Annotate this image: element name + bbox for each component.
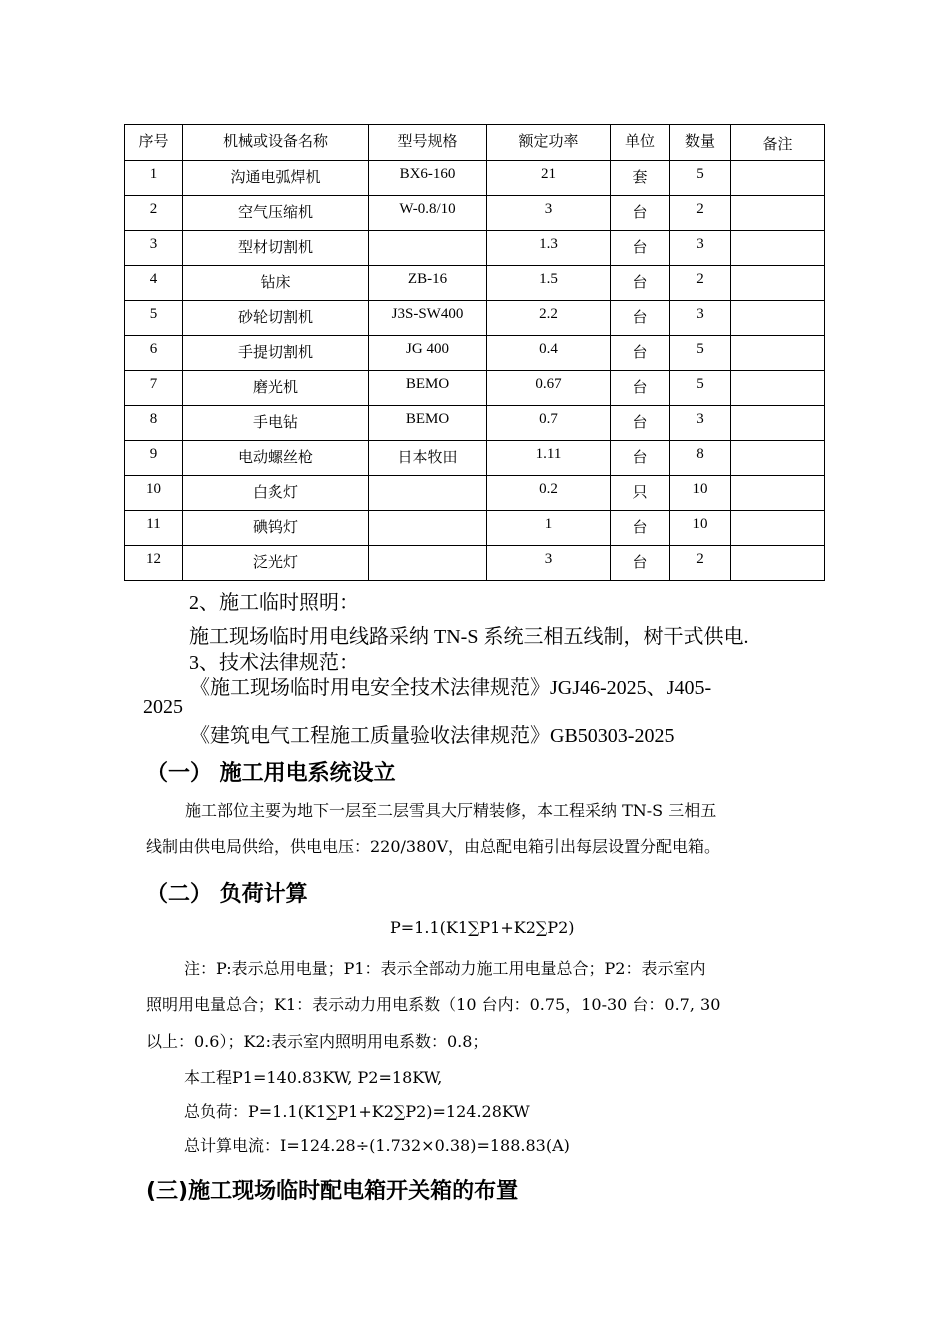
cell-model: BEMO [369, 371, 487, 406]
cell-rated-power: 3 [487, 196, 611, 231]
cell-rated-power: 21 [487, 161, 611, 196]
cell-equipment-name: 泛光灯 [183, 546, 369, 581]
table-row [125, 546, 825, 581]
table-row [125, 266, 825, 301]
cell-unit: 台 [611, 511, 670, 546]
header-remarks: 备注 [731, 125, 825, 161]
cell-quantity: 8 [670, 441, 731, 476]
cell-rated-power: 0.2 [487, 476, 611, 511]
cell-rated-power: 1.3 [487, 231, 611, 266]
cell-model [369, 546, 487, 581]
cell-unit: 只 [611, 476, 670, 511]
cell-remarks [731, 371, 825, 406]
cell-unit: 台 [611, 196, 670, 231]
cell-rated-power: 0.7 [487, 406, 611, 441]
lighting-body: 施工现场临时用电线路采纳 TN-S 系统三相五线制，树干式供电. [189, 626, 749, 648]
cell-equipment-name: 沟通电弧焊机 [183, 161, 369, 196]
cell-model: BEMO [369, 406, 487, 441]
section-1-title: （一） 施工用电系统设立 [146, 761, 396, 786]
cell-index: 3 [125, 231, 183, 266]
cell-quantity: 3 [670, 231, 731, 266]
cell-unit: 台 [611, 546, 670, 581]
cell-remarks [731, 336, 825, 371]
cell-index: 9 [125, 441, 183, 476]
cell-quantity: 5 [670, 371, 731, 406]
cell-equipment-name: 手提切割机 [183, 336, 369, 371]
cell-model: W-0.8/10 [369, 196, 487, 231]
cell-equipment-name: 型材切割机 [183, 231, 369, 266]
calc-line-1: 本工程P1=140.83KW, P2=18KW, [184, 1068, 443, 1087]
cell-quantity: 10 [670, 476, 731, 511]
cell-equipment-name: 白炙灯 [183, 476, 369, 511]
cell-quantity: 10 [670, 511, 731, 546]
cell-rated-power: 1.5 [487, 266, 611, 301]
cell-rated-power: 3 [487, 546, 611, 581]
table-row [125, 476, 825, 511]
cell-remarks [731, 476, 825, 511]
table-row [125, 371, 825, 406]
cell-remarks [731, 546, 825, 581]
cell-unit: 台 [611, 371, 670, 406]
cell-unit: 台 [611, 231, 670, 266]
table-body [125, 161, 825, 581]
cell-rated-power: 1 [487, 511, 611, 546]
equipment-table [124, 124, 825, 581]
cell-rated-power: 2.2 [487, 301, 611, 336]
cell-equipment-name: 磨光机 [183, 371, 369, 406]
cell-remarks [731, 161, 825, 196]
table-row [125, 301, 825, 336]
cell-quantity: 2 [670, 546, 731, 581]
cell-rated-power: 1.11 [487, 441, 611, 476]
cell-model [369, 511, 487, 546]
note-line-2: 照明用电量总合；K1：表示动力用电系数（10 台内：0.75，10-30 台：0.7, 30 [146, 995, 721, 1014]
cell-quantity: 3 [670, 406, 731, 441]
cell-unit: 台 [611, 266, 670, 301]
cell-remarks [731, 266, 825, 301]
note-line-1: 注：P:表示总用电量；P1：表示全部动力施工用电量总合；P2：表示室内 [184, 959, 706, 978]
cell-index: 6 [125, 336, 183, 371]
standard-1-year: 2025 [143, 696, 183, 718]
cell-equipment-name: 电动螺丝枪 [183, 441, 369, 476]
table-row [125, 511, 825, 546]
cell-model [369, 476, 487, 511]
header-model: 型号规格 [369, 125, 487, 161]
cell-rated-power: 0.67 [487, 371, 611, 406]
cell-index: 4 [125, 266, 183, 301]
header-unit: 单位 [611, 125, 670, 161]
standard-2: 《建筑电气工程施工质量验收法律规范》GB50303-2025 [190, 725, 675, 747]
cell-remarks [731, 441, 825, 476]
cell-quantity: 2 [670, 266, 731, 301]
standard-1: 《施工现场临时用电安全技术法律规范》JGJ46-2025、J405- [190, 677, 712, 699]
table-row [125, 161, 825, 196]
cell-index: 12 [125, 546, 183, 581]
table-row [125, 231, 825, 266]
header-rated-power: 额定功率 [487, 125, 611, 161]
standards-title: 3、技术法律规范： [189, 652, 359, 674]
cell-model: BX6-160 [369, 161, 487, 196]
cell-quantity: 2 [670, 196, 731, 231]
header-index: 序号 [125, 125, 183, 161]
cell-unit: 台 [611, 301, 670, 336]
cell-quantity: 3 [670, 301, 731, 336]
cell-index: 8 [125, 406, 183, 441]
cell-remarks [731, 231, 825, 266]
cell-unit: 套 [611, 161, 670, 196]
table-row [125, 196, 825, 231]
table-row [125, 406, 825, 441]
header-equipment-name: 机械或设备名称 [183, 125, 369, 161]
header-quantity: 数量 [670, 125, 731, 161]
cell-index: 7 [125, 371, 183, 406]
load-formula: P=1.1(K1∑P1+K2∑P2) [390, 918, 575, 937]
cell-remarks [731, 406, 825, 441]
cell-equipment-name: 空气压缩机 [183, 196, 369, 231]
cell-index: 2 [125, 196, 183, 231]
table-header-row [125, 125, 825, 161]
cell-equipment-name: 钻床 [183, 266, 369, 301]
cell-quantity: 5 [670, 161, 731, 196]
cell-model: ZB-16 [369, 266, 487, 301]
note-line-3: 以上：0.6）；K2:表示室内照明用电系数：0.8； [146, 1032, 489, 1051]
cell-index: 5 [125, 301, 183, 336]
section-2-title: （二） 负荷计算 [146, 882, 308, 907]
cell-unit: 台 [611, 336, 670, 371]
cell-remarks [731, 511, 825, 546]
section-1-paragraph-line-1: 施工部位主要为地下一层至二层雪具大厅精装修，本工程采纳 TN-S 三相五 [185, 801, 717, 820]
calc-line-2: 总负荷：P=1.1(K1∑P1+K2∑P2)=124.28KW [184, 1102, 530, 1121]
cell-model: J3S-SW400 [369, 301, 487, 336]
cell-model [369, 231, 487, 266]
cell-index: 1 [125, 161, 183, 196]
cell-equipment-name: 砂轮切割机 [183, 301, 369, 336]
section-1-paragraph-line-2: 线制由供电局供给，供电电压：220/380V，由总配电箱引出每层设置分配电箱。 [146, 837, 721, 856]
cell-quantity: 5 [670, 336, 731, 371]
cell-unit: 台 [611, 441, 670, 476]
table-row [125, 336, 825, 371]
cell-model: JG 400 [369, 336, 487, 371]
cell-equipment-name: 手电钻 [183, 406, 369, 441]
cell-remarks [731, 301, 825, 336]
section-3-title: (三)施工现场临时配电箱开关箱的布置 [146, 1179, 519, 1204]
cell-remarks [731, 196, 825, 231]
calc-line-3: 总计算电流：I=124.28÷(1.732×0.38)=188.83(A) [184, 1136, 570, 1155]
cell-index: 11 [125, 511, 183, 546]
table-row [125, 441, 825, 476]
lighting-title: 2、施工临时照明： [189, 592, 359, 614]
cell-index: 10 [125, 476, 183, 511]
cell-rated-power: 0.4 [487, 336, 611, 371]
cell-unit: 台 [611, 406, 670, 441]
cell-model: 日本牧田 [369, 441, 487, 476]
cell-equipment-name: 碘钨灯 [183, 511, 369, 546]
